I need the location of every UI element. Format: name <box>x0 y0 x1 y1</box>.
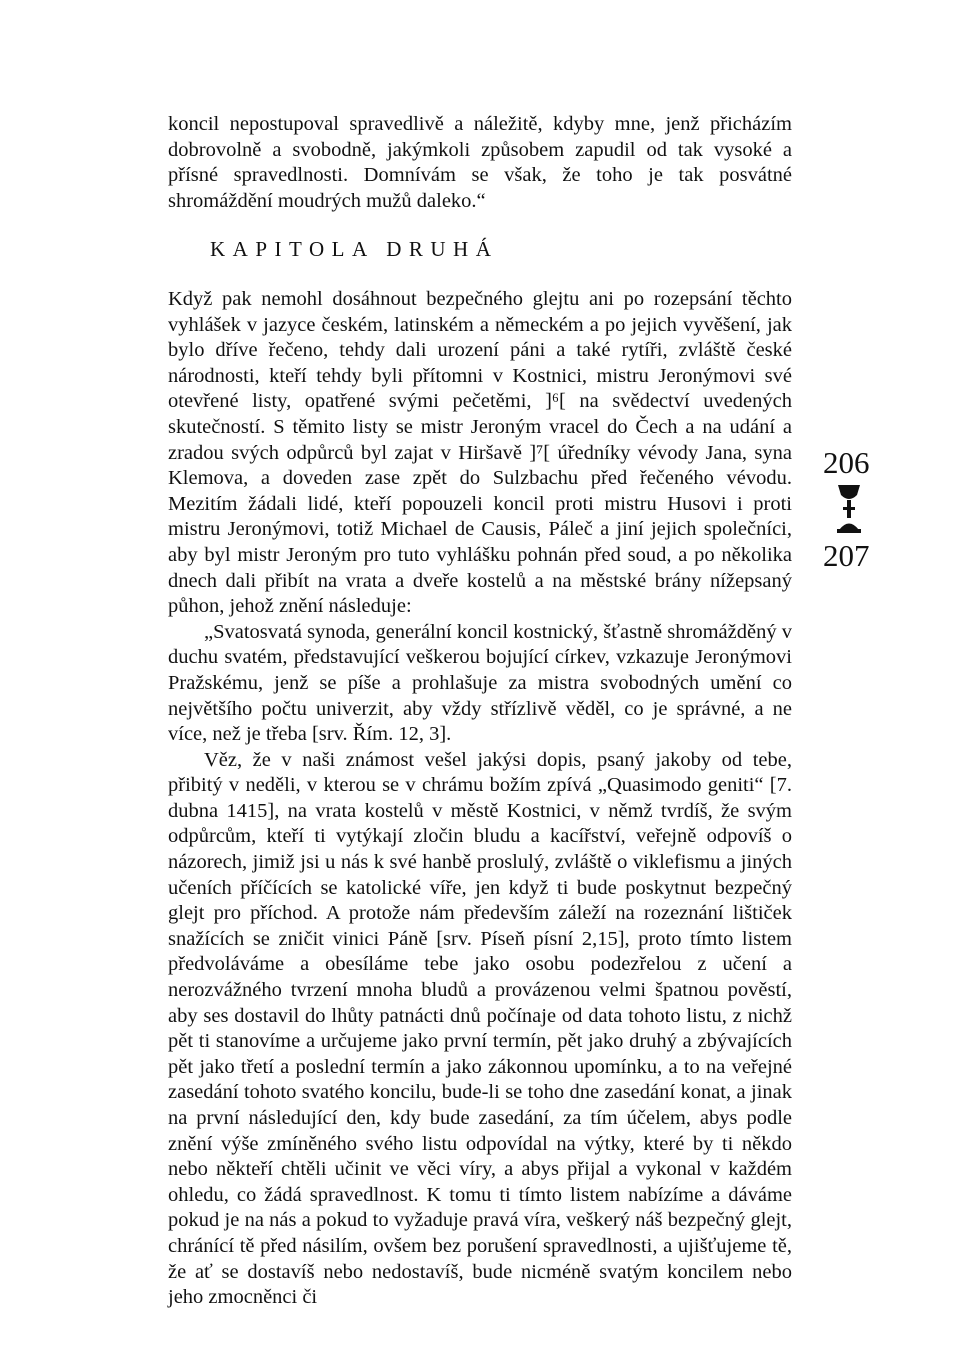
margin-page-number-top: 206 <box>823 445 870 480</box>
body-paragraph: „Svatosvatá synoda, generální koncil kostnický, šťastně shromážděný v duchu svatém, představující veškerou bojující církev, vzkazuje Jeronýmovi Pražskému, jenž se píše a prohlašuje za mistra svobodných umění co největšího počtu univerzit, aby vždy střízlivě věděl, co je správné, a ne více, než je třeba [srv. Řím. 12, 3]. <box>168 620 792 746</box>
margin-page-number-bottom: 207 <box>823 538 870 573</box>
top-paragraph: koncil nepostupoval spravedlivě a náležitě, kdyby mne, jenž přicházím dobrovolně a svobodně, jakýmkoli způsobem zapudil od tak vysoké a přísné spravedlnosti. Domnívám se však, že toho je tak posvátné shromáždění moudrých mužů daleko.“ <box>168 113 792 212</box>
body-paragraph: Věz, že v naši známost vešel jakýsi dopis, psaný jakoby od tebe, přibitý v neděli, v kterou se v chrámu božím zpívá „Quasimodo geniti“ [7. dubna 1415], na vrata kostelů v městě Kostnici, v němž tvrdíš, že svým odpůrcům, kteří ti vytýkají zločin bludu a kacířství, veřejně odpovíš o názorech, jimiž jsi u nás k své hanbě proslulý, zvláště o viklefismu a jiných učeních příčících se katolické víře, jen když ti bude poskytnut bezpečný glejt pro příchod. A protože nám především záleží na rozeznání lištiček snažících se zničit vinici Páně [srv. Píseň písní 2,15], proto tímto listem předvoláváme a obesíláme tebe jako osobu podezřelou z učení a nerozvážného tvrzení mnoha bludů a provázenou velmi špatnou pověstí, aby ses dostavil do lhůty patnácti dnů počínaje od data tohoto listu, z nichž pět ti stanovíme a určujeme jako první termín, pět jako druhý a zbývajících pět jako třetí a poslední termín a jako zákonnou upomínku, a to na veřejné zasedání tohoto svatého koncilu, bude-li se toho dne zasedání konat, a jinak na první následující den, kdy bude zasedání, za tím účelem, abys podle znění výše zmíněného svého listu odpovídal na výtky, které by ti někdo nebo někteří chtěli učinit ve věci víry, a abys přijal a vykonal v každém ohledu, co žádá spravedlnost. K tomu ti tímto listem nabízíme a dáváme pokud je na nás a pokud to vyžaduje pravá víra, veškerý náš bezpečný glejt, chránící tě před násilím, ovšem bez porušení spravedlnosti, a ujišťujeme tě, že ať se dostavíš nebo nedostavíš, bude nicméně svatým koncilem nebo jeho zmocněnci či <box>168 748 792 1309</box>
chapter-heading: KAPITOLA DRUHÁ <box>210 237 499 261</box>
body-paragraph: Když pak nemohl dosáhnout bezpečného glejtu ani po rozepsání těchto vyhlášek v jazyce českém, latinském a německém a po jejich vyvěšení, jak bylo dříve řečeno, tehdy dali urození páni a také rytíři, zvláště české národnosti, kteří tehdy byli přítomni v Kostnici, mistru Jeronýmovi své otevřené listy, opatřené svými pečetěmi, ]⁶[ na svědectví uvedených skutečností. S těmito listy se mistr Jeroným vracel do Čech a na udání a zradou svých odpůrců byl zajat v Hiršavě ]⁷[ úředníky vévody Jana, syna Klemova, a doveden zase zpět do Sulzbachu před řečeného vévodu. Mezitím žádali lidé, kteří popouzeli koncil proti mistru Husovi i proti mistru Jeronýmovi, totiž Michael de Causis, Páleč a jiní jejich společníci, aby byl mistr Jeroným pro tuto vyhlášku pohnán před soud, a po několika dnech dali přibít na vrata a dveře kostelů a na městské brány nížepsaný půhon, jehož znění následuje: <box>168 288 792 618</box>
chapter-body <box>168 287 792 1311</box>
chalice-icon <box>836 483 862 535</box>
top-paragraph-block <box>168 112 792 214</box>
